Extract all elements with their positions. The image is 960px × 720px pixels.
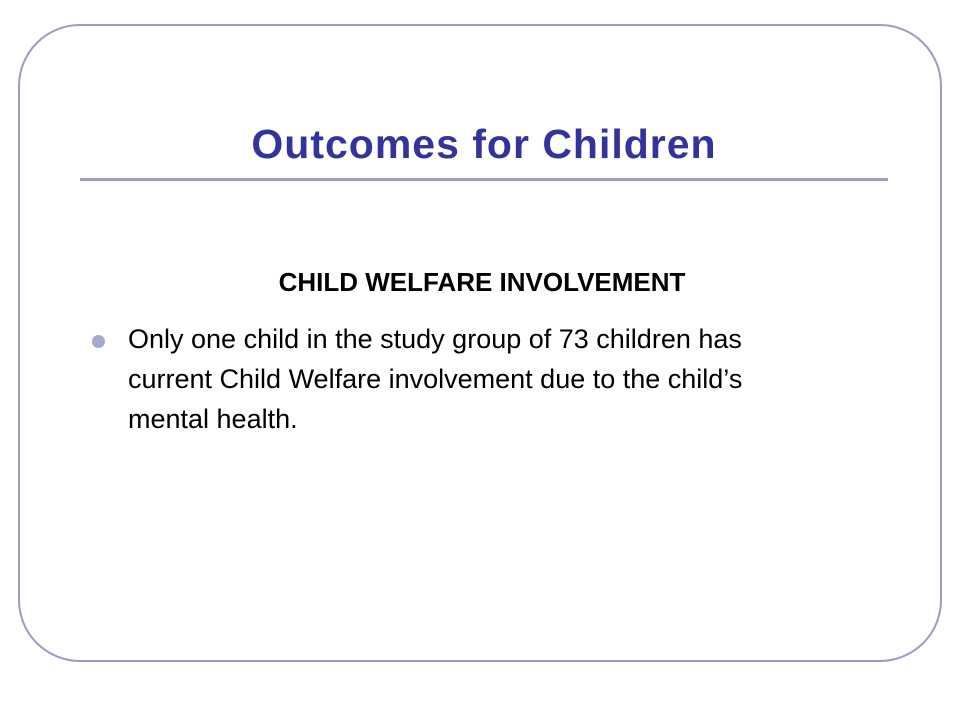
bullet-dot-icon [92, 335, 105, 348]
bullet-text: Only one child in the study group of 73 children has current Child Welfare involvement due to the child’s mental health. [128, 324, 743, 434]
slide-title: Outcomes for Children [251, 121, 717, 167]
section-heading: CHILD WELFARE INVOLVEMENT [278, 267, 686, 297]
title-underline [80, 178, 888, 181]
